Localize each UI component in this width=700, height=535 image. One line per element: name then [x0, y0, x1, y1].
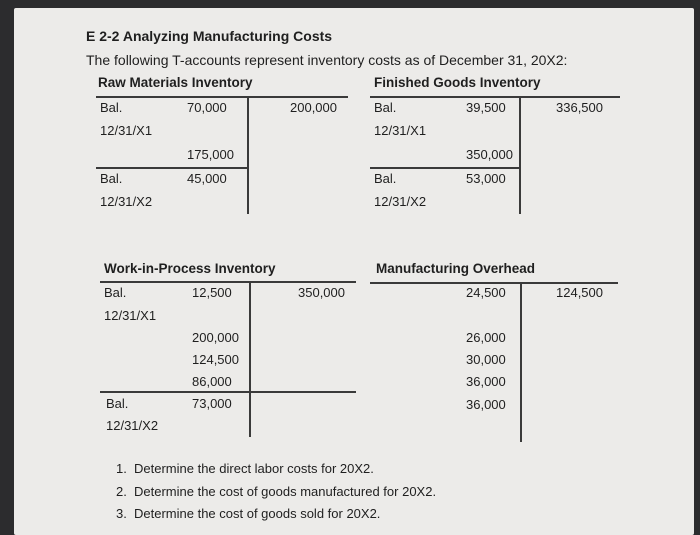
question-text: Determine the direct labor costs for 20X2.: [134, 461, 374, 476]
closing-balance-date: 12/31/X2: [106, 418, 159, 433]
opening-balance-date: 12/31/X1: [100, 123, 153, 138]
credit-entry: 350,000: [298, 285, 345, 300]
debit-entry: 24,500: [466, 285, 506, 300]
question-number: 3.: [116, 506, 127, 521]
opening-balance-date: 12/31/X1: [104, 308, 157, 323]
t-account-top-rule: [370, 282, 618, 284]
question-text: Determine the cost of goods manufactured for 20X2.: [134, 484, 437, 499]
question-number: 2.: [116, 484, 127, 499]
account-title: Finished Goods Inventory: [374, 75, 541, 90]
closing-balance-label: Bal.: [100, 171, 123, 186]
account-title: Work-in-Process Inventory: [104, 261, 276, 276]
debit-entry: 200,000: [192, 330, 239, 345]
t-account-top-rule: [100, 281, 356, 283]
credit-entry: 200,000: [290, 100, 337, 115]
opening-balance-value: 12,500: [192, 285, 232, 300]
t-account-top-rule: [370, 96, 620, 98]
closing-balance-label: Bal.: [374, 171, 397, 186]
debit-entry: 175,000: [187, 147, 234, 162]
t-account-divider: [520, 282, 522, 442]
opening-balance-value: 39,500: [466, 100, 506, 115]
debit-entry: 26,000: [466, 330, 506, 345]
t-account-divider: [247, 96, 249, 214]
t-account-divider: [249, 281, 251, 437]
closing-balance-date: 12/31/X2: [374, 194, 427, 209]
debit-entry: 124,500: [192, 352, 239, 367]
debit-entry: 30,000: [466, 352, 506, 367]
closing-balance-date: 12/31/X2: [100, 194, 153, 209]
closing-balance-label: Bal.: [106, 396, 129, 411]
exercise-intro: The following T-accounts represent inventory costs as of December 31, 20X2:: [86, 52, 568, 68]
closing-balance-value: 45,000: [187, 171, 227, 186]
account-title: Raw Materials Inventory: [98, 75, 253, 90]
exercise-heading: E 2-2 Analyzing Manufacturing Costs: [86, 28, 333, 44]
question-item: [116, 506, 380, 521]
debit-entry: 36,000: [466, 374, 506, 389]
balance-rule: [370, 167, 520, 169]
balance-rule: [100, 391, 356, 393]
opening-balance-label: Bal.: [104, 285, 127, 300]
t-account-divider: [519, 96, 521, 214]
balance-rule: [96, 167, 248, 169]
question-text: Determine the cost of goods sold for 20X2.: [134, 506, 381, 521]
t-account-top-rule: [96, 96, 348, 98]
credit-entry: 336,500: [556, 100, 603, 115]
debit-entry: 36,000: [466, 397, 506, 412]
question-item: [116, 461, 374, 476]
closing-balance-value: 53,000: [466, 171, 506, 186]
opening-balance-label: Bal.: [374, 100, 397, 115]
debit-entry: 86,000: [192, 374, 232, 389]
opening-balance-value: 70,000: [187, 100, 227, 115]
credit-entry: 124,500: [556, 285, 603, 300]
opening-balance-date: 12/31/X1: [374, 123, 427, 138]
closing-balance-value: 73,000: [192, 396, 232, 411]
debit-entry: 350,000: [466, 147, 513, 162]
question-number: 1.: [116, 461, 127, 476]
account-title: Manufacturing Overhead: [376, 261, 536, 276]
opening-balance-label: Bal.: [100, 100, 123, 115]
question-item: [116, 484, 436, 499]
